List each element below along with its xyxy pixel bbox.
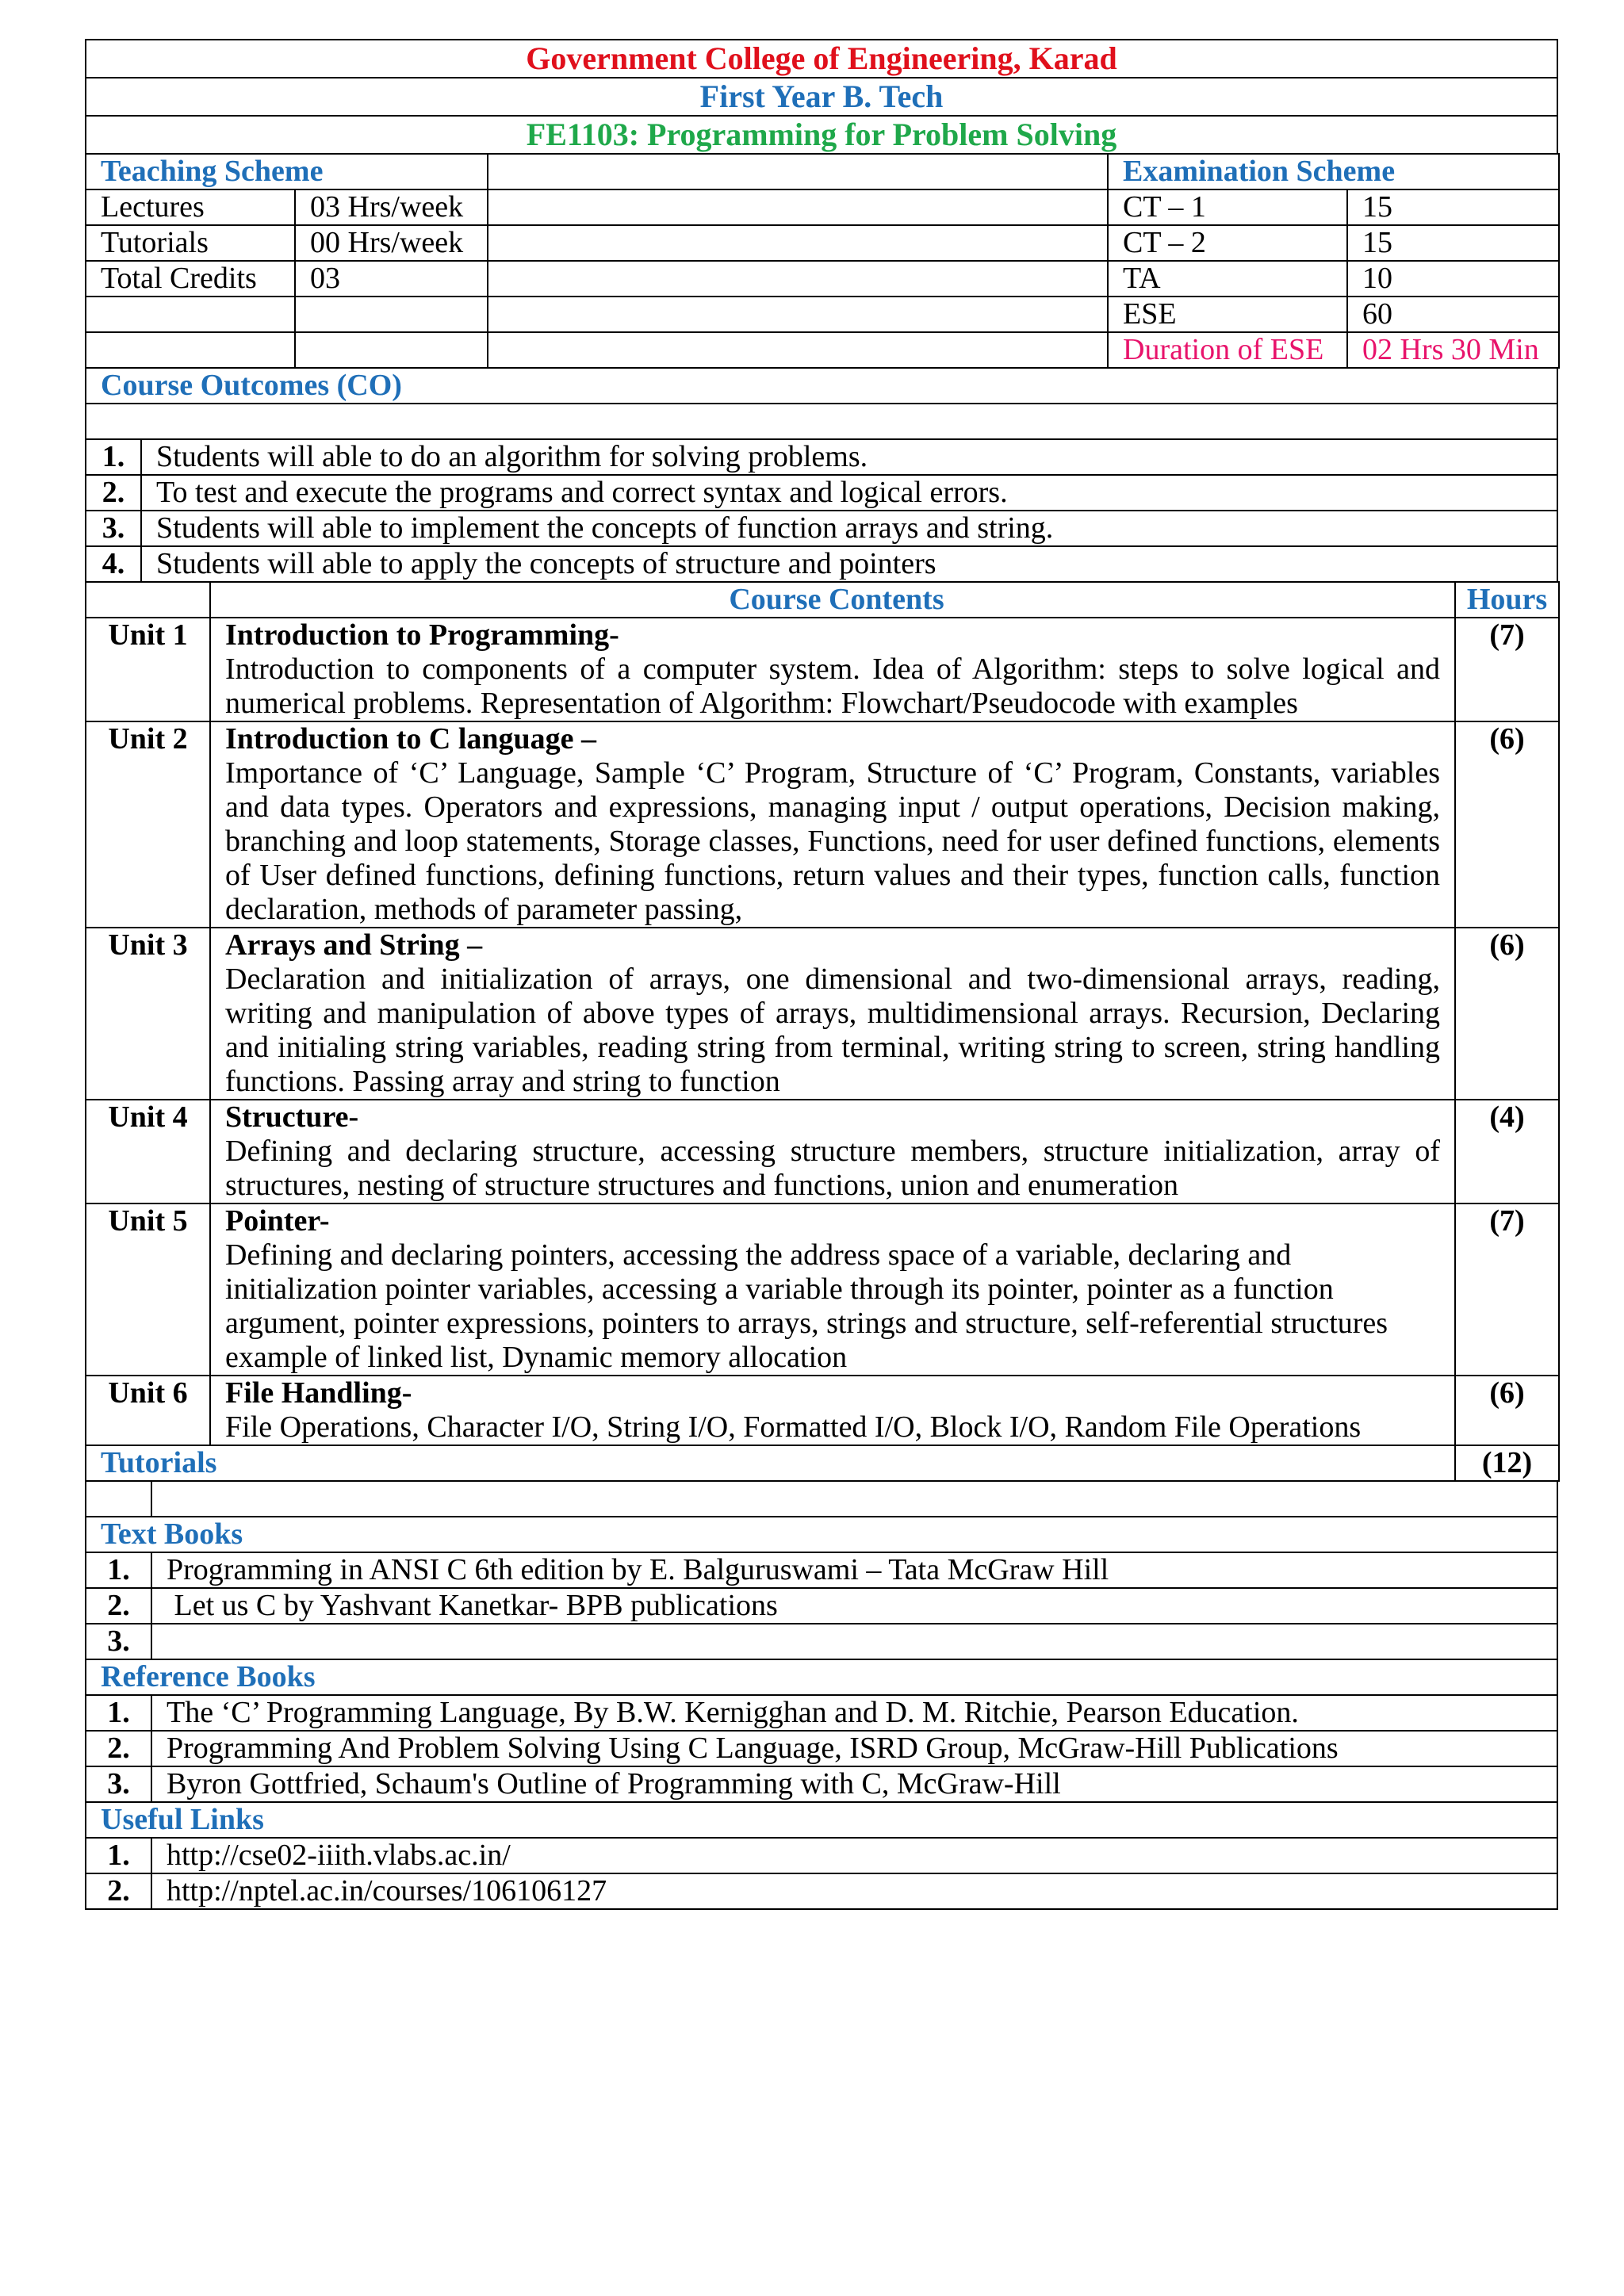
unit-title: Arrays and String – bbox=[225, 928, 483, 962]
teaching-value: 03 Hrs/week bbox=[295, 189, 488, 225]
reference-entry: The ‘C’ Programming Language, By B.W. Kernigghan and D. M. Ritchie, Pearson Education. bbox=[151, 1695, 1557, 1731]
outcome-text: Students will able to apply the concepts of structure and pointers bbox=[141, 546, 1557, 582]
empty-cell bbox=[295, 332, 488, 368]
course-title: FE1103: Programming for Problem Solving bbox=[86, 116, 1557, 154]
useful-links-heading: Useful Links bbox=[86, 1802, 1557, 1838]
unit-label: Unit 3 bbox=[86, 928, 210, 1100]
scheme-spacer bbox=[488, 225, 1108, 261]
scheme-spacer bbox=[488, 154, 1108, 189]
tutorials-heading: Tutorials bbox=[86, 1445, 1455, 1481]
scheme-spacer bbox=[488, 189, 1108, 225]
scheme-spacer bbox=[488, 261, 1108, 297]
reference-entry: Byron Gottfried, Schaum's Outline of Programming with C, McGraw-Hill bbox=[151, 1766, 1557, 1802]
empty-cell bbox=[86, 297, 295, 332]
outcome-text: Students will able to do an algorithm for solving problems. bbox=[141, 439, 1557, 475]
link-number: 1. bbox=[86, 1838, 151, 1873]
course-contents-heading: Course Contents bbox=[210, 582, 1455, 618]
unit-description: Defining and declaring pointers, accessing the address space of a variable, declaring and initialization pointer variables, accessing a variable through its pointer, pointer as a function argument, pointer expressions, pointers to arrays, strings and structure, self-referential structures example of linked list, Dynamic memory allocation bbox=[225, 1238, 1388, 1374]
empty-row bbox=[86, 404, 1557, 439]
book-entry: Programming in ANSI C 6th edition by E. Balguruswami – Tata McGraw Hill bbox=[151, 1552, 1557, 1588]
tutorials-hours: (12) bbox=[1455, 1445, 1559, 1481]
teaching-label: Lectures bbox=[86, 189, 295, 225]
college-name: Government College of Engineering, Karad bbox=[86, 40, 1557, 78]
outcome-number: 4. bbox=[86, 546, 141, 582]
unit-description: File Operations, Character I/O, String I/O, Formatted I/O, Block I/O, Random File Operations bbox=[225, 1410, 1362, 1444]
teaching-label: Tutorials bbox=[86, 225, 295, 261]
course-outcomes-table bbox=[85, 367, 1558, 583]
exam-label: CT – 1 bbox=[1108, 189, 1347, 225]
program-year: First Year B. Tech bbox=[86, 78, 1557, 116]
link-number: 2. bbox=[86, 1873, 151, 1909]
outcome-text: To test and execute the programs and correct syntax and logical errors. bbox=[141, 475, 1557, 511]
unit-description: Introduction to components of a computer system. Idea of Algorithm: steps to solve logical and numerical problems. Representation of Algorithm: Flowchart/Pseudocode with examples bbox=[225, 652, 1440, 720]
syllabus-sheet bbox=[85, 39, 1558, 1910]
unit-hours: (6) bbox=[1455, 928, 1559, 1100]
outcome-number: 3. bbox=[86, 511, 141, 546]
unit-hours: (7) bbox=[1455, 618, 1559, 721]
unit-content bbox=[210, 1203, 1455, 1376]
exam-value: 10 bbox=[1347, 261, 1559, 297]
book-number: 3. bbox=[86, 1624, 151, 1659]
references-table bbox=[85, 1480, 1558, 1910]
teaching-value: 00 Hrs/week bbox=[295, 225, 488, 261]
unit-hours: (6) bbox=[1455, 721, 1559, 928]
title-table bbox=[85, 39, 1558, 155]
unit-content bbox=[210, 1376, 1455, 1445]
exam-value: 15 bbox=[1347, 189, 1559, 225]
link-url[interactable]: http://cse02-iiith.vlabs.ac.in/ bbox=[151, 1838, 1557, 1873]
unit-hours: (6) bbox=[1455, 1376, 1559, 1445]
unit-hours: (4) bbox=[1455, 1100, 1559, 1203]
exam-duration-value: 02 Hrs 30 Min bbox=[1347, 332, 1559, 368]
scheme-table bbox=[85, 153, 1560, 369]
exam-label: TA bbox=[1108, 261, 1347, 297]
outcome-number: 1. bbox=[86, 439, 141, 475]
unit-title: Structure- bbox=[225, 1100, 359, 1134]
unit-content bbox=[210, 928, 1455, 1100]
empty-cell bbox=[151, 1481, 1557, 1517]
unit-description: Defining and declaring structure, accessing structure members, structure initialization, array of structures, nesting of structure structures and functions, union and enumeration bbox=[225, 1135, 1440, 1202]
unit-description: Importance of ‘C’ Language, Sample ‘C’ Program, Structure of ‘C’ Program, Constants, variables and data types. Operators and expressions, managing input / output operations, Decision making, branching and loop statements, Storage classes, Functions, need for user defined functions, elements of User defined functions, defining functions, return values and their types, function calls, function declaration, methods of parameter passing, bbox=[225, 756, 1440, 926]
unit-label: Unit 2 bbox=[86, 721, 210, 928]
scheme-spacer bbox=[488, 332, 1108, 368]
reference-entry: Programming And Problem Solving Using C Language, ISRD Group, McGraw-Hill Publications bbox=[151, 1731, 1557, 1766]
unit-title: Introduction to C language – bbox=[225, 722, 597, 756]
exam-label: ESE bbox=[1108, 297, 1347, 332]
book-number: 2. bbox=[86, 1588, 151, 1624]
outcome-text: Students will able to implement the concepts of function arrays and string. bbox=[141, 511, 1557, 546]
teaching-value: 03 bbox=[295, 261, 488, 297]
exam-label: CT – 2 bbox=[1108, 225, 1347, 261]
empty-cell bbox=[86, 332, 295, 368]
unit-label: Unit 5 bbox=[86, 1203, 210, 1376]
unit-label: Unit 6 bbox=[86, 1376, 210, 1445]
unit-title: Introduction to Programming- bbox=[225, 618, 619, 652]
unit-hours: (7) bbox=[1455, 1203, 1559, 1376]
unit-title: Pointer- bbox=[225, 1204, 330, 1238]
reference-number: 1. bbox=[86, 1695, 151, 1731]
unit-label: Unit 4 bbox=[86, 1100, 210, 1203]
unit-content bbox=[210, 721, 1455, 928]
unit-label: Unit 1 bbox=[86, 618, 210, 721]
unit-content bbox=[210, 618, 1455, 721]
reference-number: 2. bbox=[86, 1731, 151, 1766]
empty-cell bbox=[295, 297, 488, 332]
unit-content bbox=[210, 1100, 1455, 1203]
course-contents-table bbox=[85, 581, 1560, 1482]
book-number: 1. bbox=[86, 1552, 151, 1588]
outcome-number: 2. bbox=[86, 475, 141, 511]
scheme-spacer bbox=[488, 297, 1108, 332]
teaching-label: Total Credits bbox=[86, 261, 295, 297]
book-entry: Let us C by Yashvant Kanetkar- BPB publications bbox=[151, 1588, 1557, 1624]
book-entry bbox=[151, 1624, 1557, 1659]
teaching-scheme-heading: Teaching Scheme bbox=[86, 154, 488, 189]
course-outcomes-heading: Course Outcomes (CO) bbox=[86, 368, 1557, 404]
text-books-heading: Text Books bbox=[86, 1517, 1557, 1552]
unit-title: File Handling- bbox=[225, 1376, 412, 1410]
empty-cell bbox=[86, 582, 210, 618]
examination-scheme-heading: Examination Scheme bbox=[1108, 154, 1559, 189]
exam-value: 15 bbox=[1347, 225, 1559, 261]
empty-cell bbox=[86, 1481, 151, 1517]
unit-description: Declaration and initialization of arrays, one dimensional and two-dimensional arrays, reading, writing and manipulation of above types of arrays, multidimensional arrays. Recursion, Declaring and initialing string variables, reading string from terminal, writing string to screen, string handling functions. Passing array and string to function bbox=[225, 962, 1440, 1098]
reference-books-heading: Reference Books bbox=[86, 1659, 1557, 1695]
exam-value: 60 bbox=[1347, 297, 1559, 332]
link-url[interactable]: http://nptel.ac.in/courses/106106127 bbox=[151, 1873, 1557, 1909]
reference-number: 3. bbox=[86, 1766, 151, 1802]
hours-heading: Hours bbox=[1455, 582, 1559, 618]
exam-duration-label: Duration of ESE bbox=[1108, 332, 1347, 368]
